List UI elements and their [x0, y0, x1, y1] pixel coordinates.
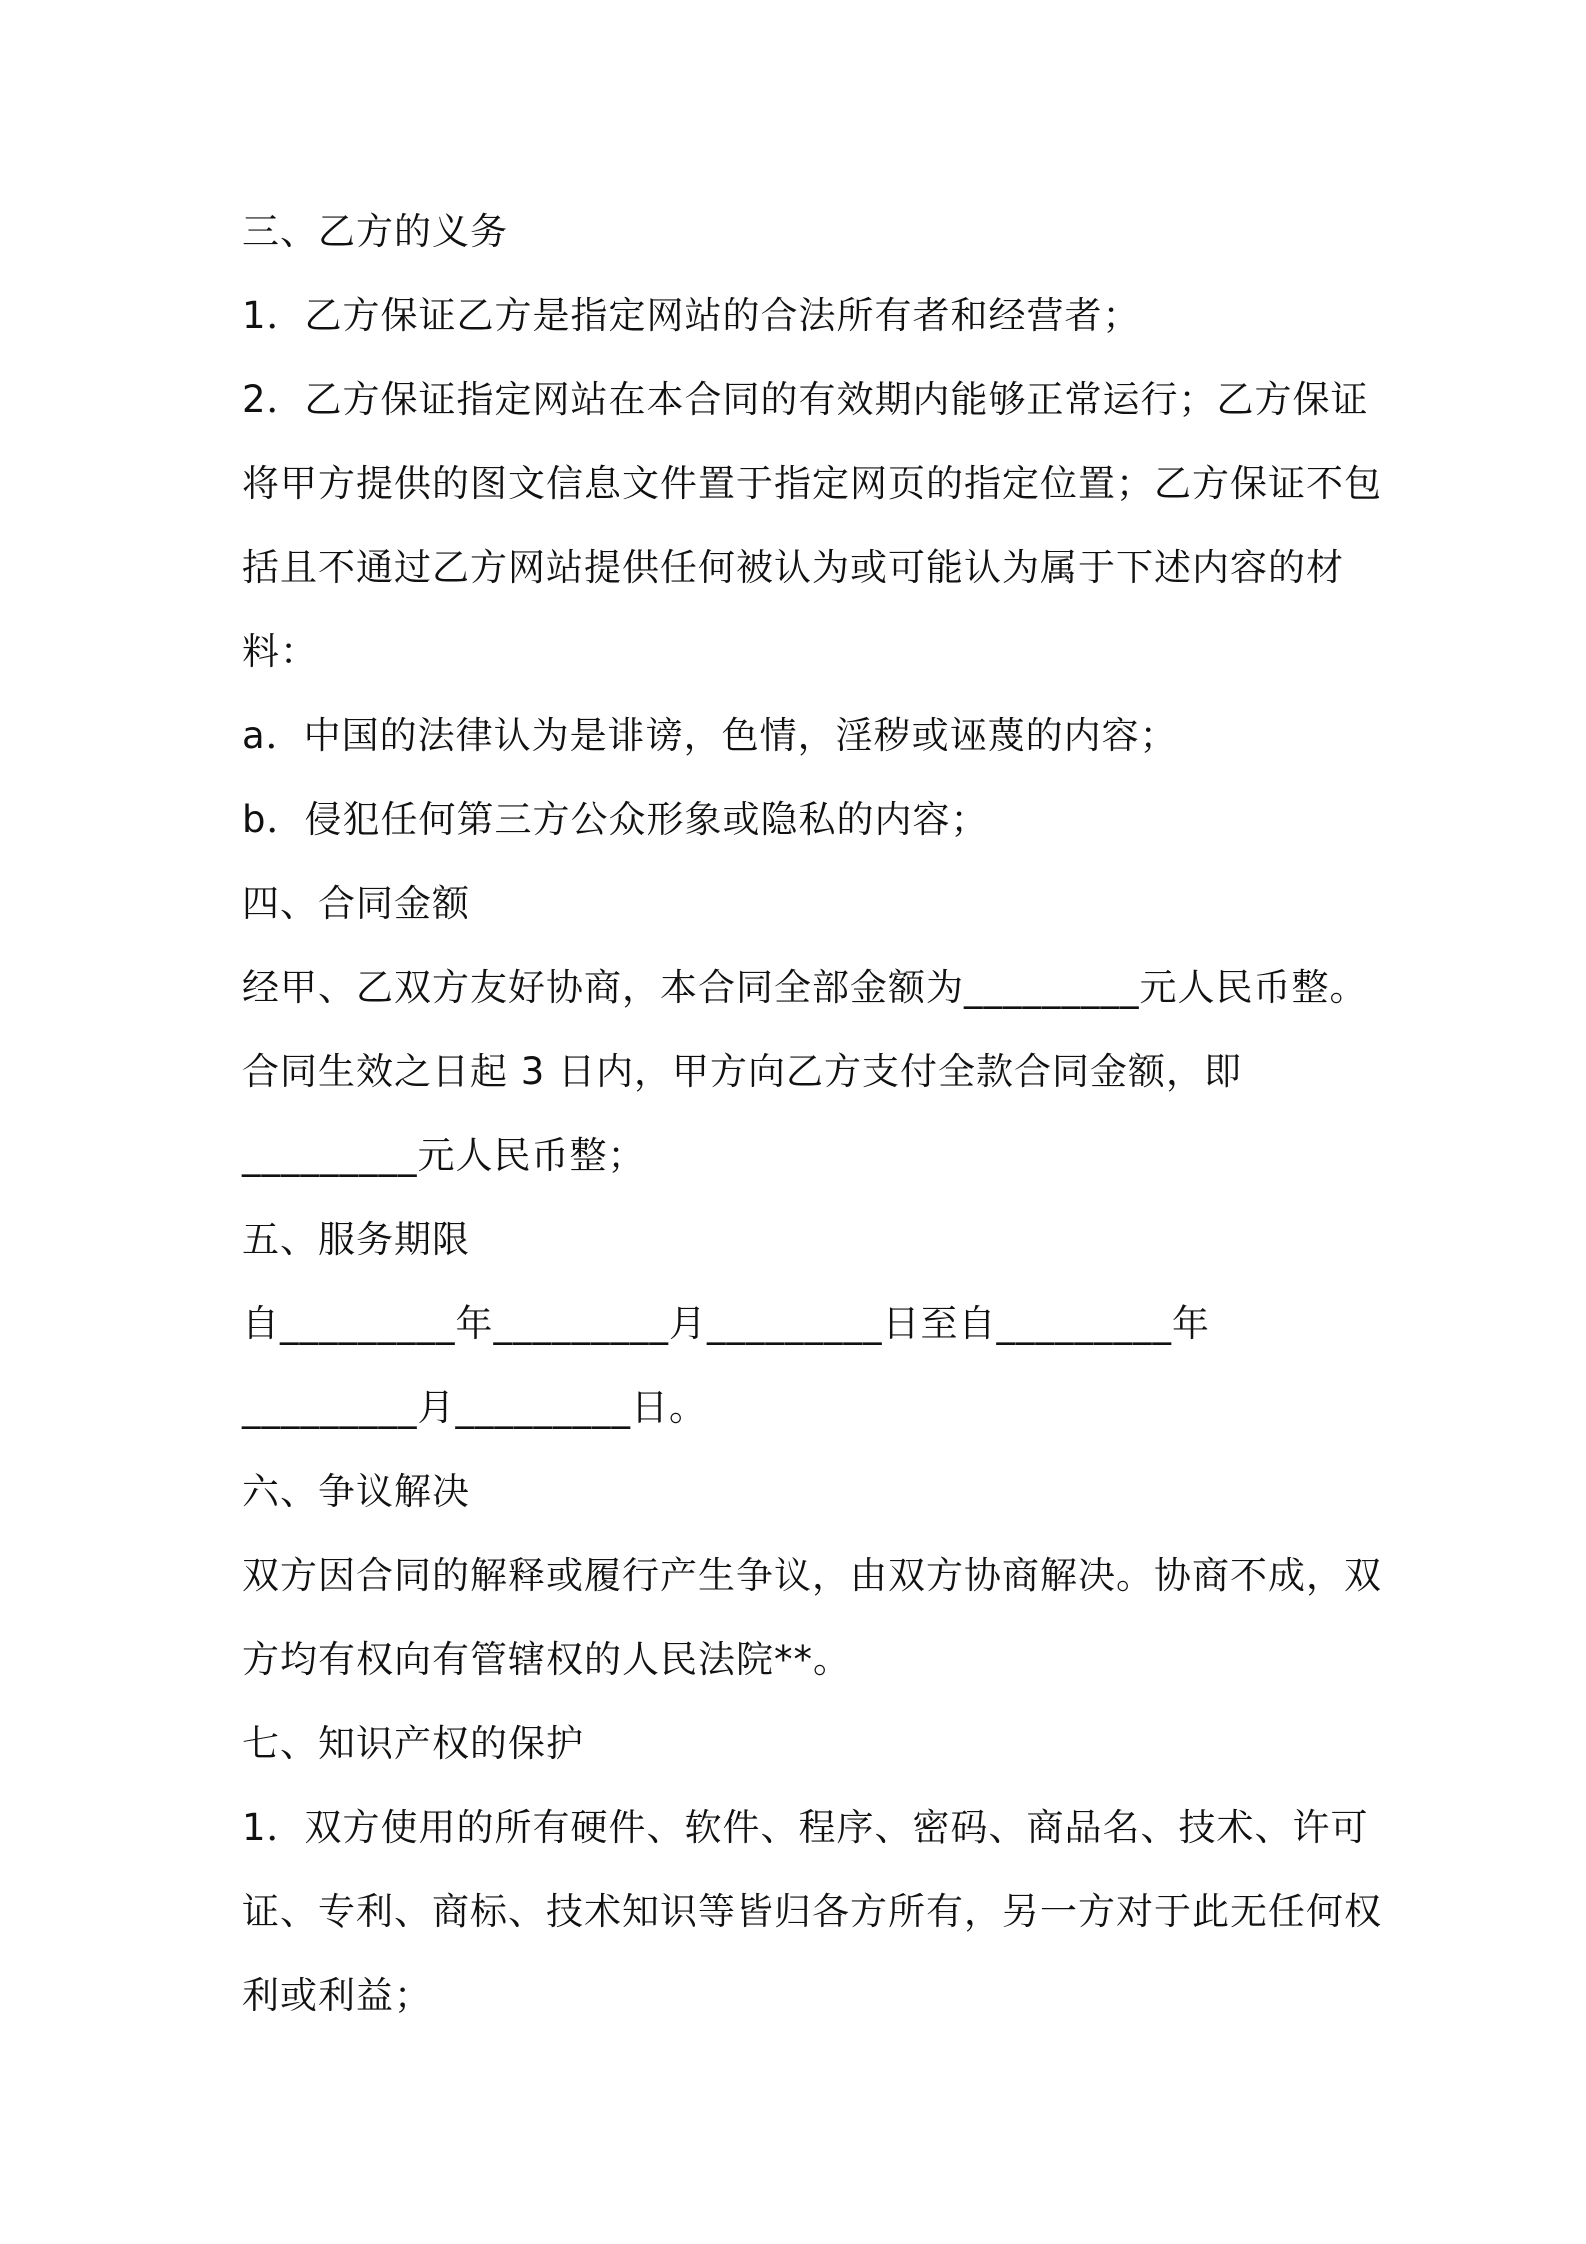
- clause-text: b．侵犯任何第三方公众形象或隐私的内容；: [242, 798, 989, 841]
- clause-text: 括且不通过乙方网站提供任何被认为或可能认为属于下述内容的材: [242, 546, 1344, 589]
- clause-text: 双方因合同的解释或履行产生争议，由双方协商解决。协商不成，双: [242, 1554, 1382, 1597]
- clause-text: 合同生效之日起 3 日内，甲方向乙方支付全款合同金额，即: [242, 1050, 1243, 1093]
- clause-text: 自_________年_________月_________日至自_________年: [242, 1302, 1210, 1345]
- section-heading-ip-protection: 七、知识产权的保护: [242, 1722, 584, 1765]
- clause-text: 经甲、乙双方友好协商，本合同全部金额为_________元人民币整。: [242, 966, 1368, 1009]
- clause-text: 方均有权向有管辖权的人民法院**。: [242, 1638, 851, 1681]
- clause-text: 利或利益；: [242, 1974, 432, 2017]
- clause-text: 2．乙方保证指定网站在本合同的有效期内能够正常运行；乙方保证: [242, 378, 1369, 421]
- clause-text: 证、专利、商标、技术知识等皆归各方所有，另一方对于此无任何权: [242, 1890, 1382, 1933]
- clause-text: 1．双方使用的所有硬件、软件、程序、密码、商品名、技术、许可: [242, 1806, 1369, 1849]
- clause-text: _________月_________日。: [242, 1386, 707, 1429]
- document-page: [242, 190, 1382, 2038]
- section-heading-dispute-resolution: 六、争议解决: [242, 1470, 470, 1513]
- section-heading-contract-amount: 四、合同金额: [242, 882, 470, 925]
- section-heading-party-b-obligations: 三、乙方的义务: [242, 210, 508, 253]
- clause-text: a．中国的法律认为是诽谤，色情，淫秽或诬蔑的内容；: [242, 714, 1178, 757]
- clause-text: 1．乙方保证乙方是指定网站的合法所有者和经营者；: [242, 294, 1141, 337]
- clause-text: _________元人民币整；: [242, 1134, 646, 1177]
- clause-text: 将甲方提供的图文信息文件置于指定网页的指定位置；乙方保证不包: [242, 462, 1382, 505]
- section-heading-service-period: 五、服务期限: [242, 1218, 470, 1261]
- clause-text: 料：: [242, 630, 318, 673]
